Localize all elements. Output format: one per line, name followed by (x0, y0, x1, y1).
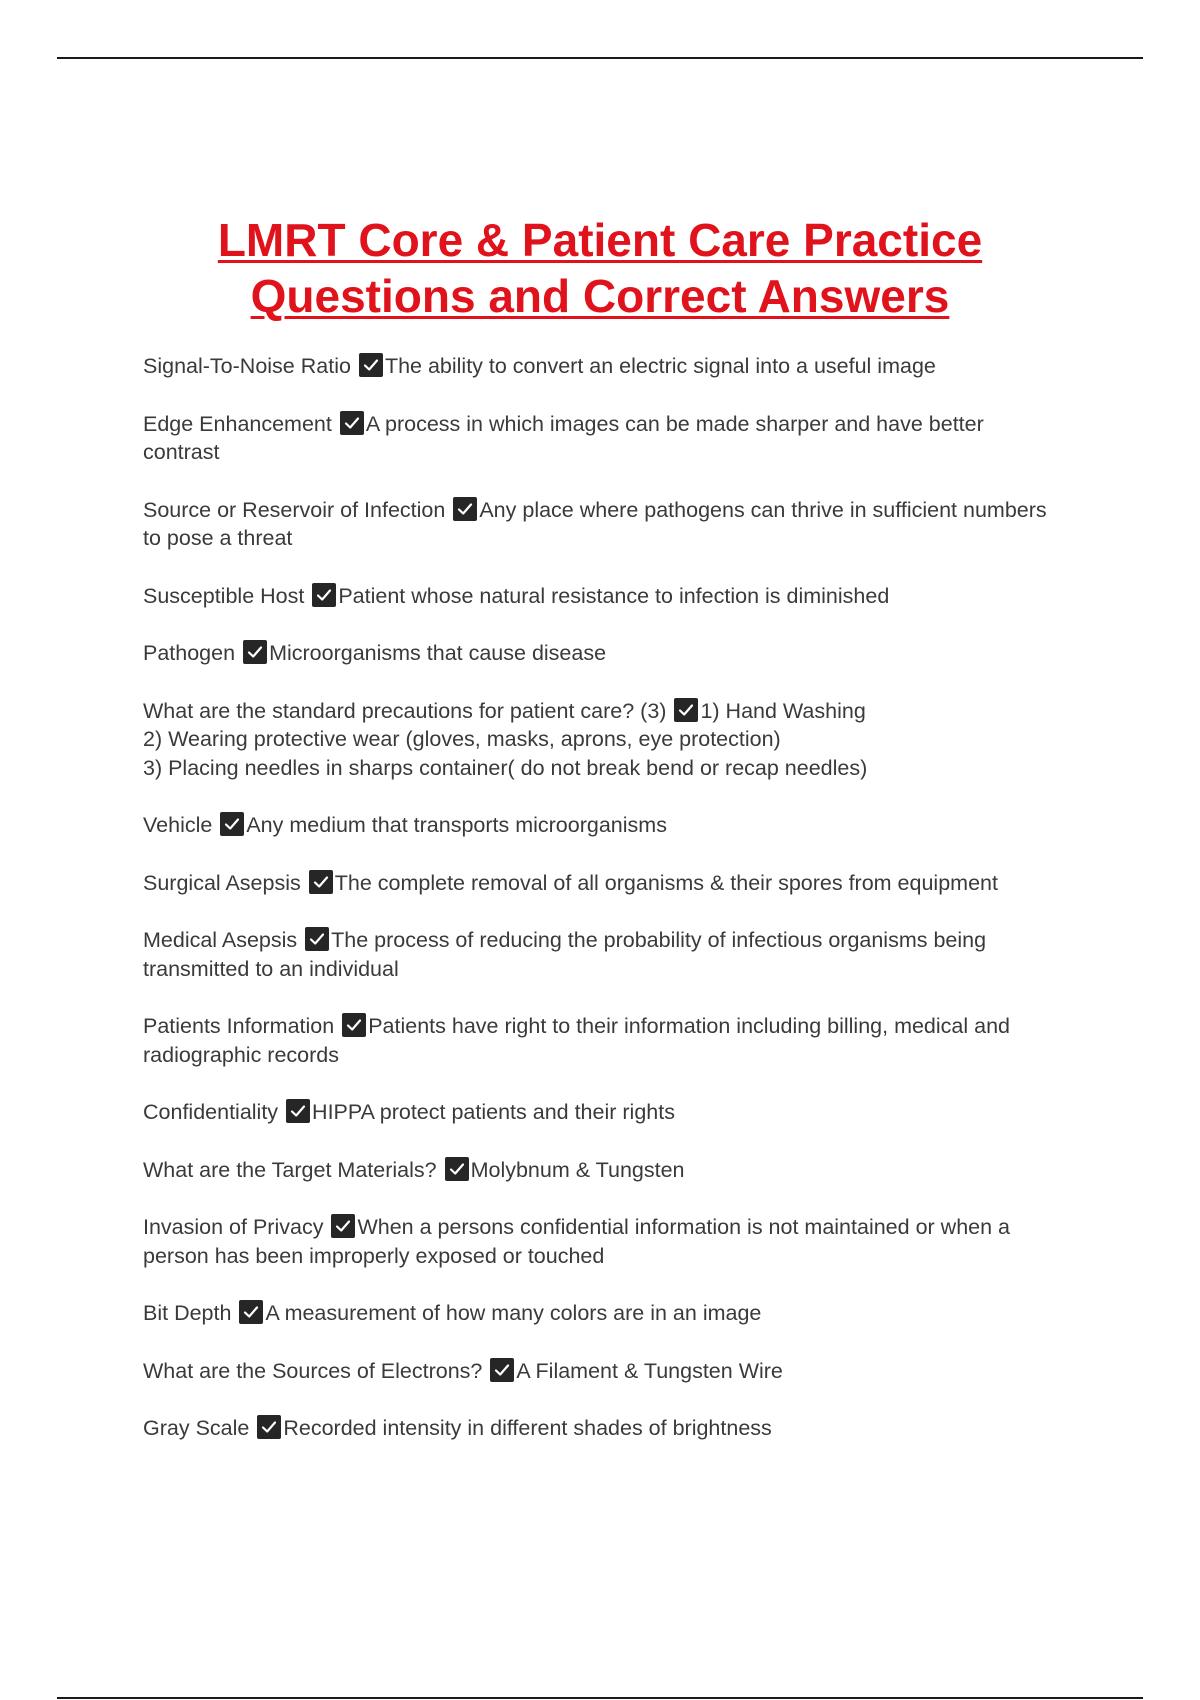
qa-item (143, 1213, 1063, 1270)
qa-item (143, 496, 1063, 553)
question-text: Signal-To-Noise Ratio (143, 354, 351, 378)
question-text: Surgical Asepsis (143, 870, 301, 895)
qa-item (143, 1012, 1063, 1069)
answer-text: Any medium that transports microorganisms (246, 813, 667, 837)
check-box-icon (453, 497, 477, 521)
question-text: Invasion of Privacy (143, 1215, 324, 1239)
answer-text: The ability to convert an electric signal into a useful image (384, 354, 936, 378)
question-text: Vehicle (143, 813, 213, 837)
question-text: Medical Asepsis (143, 928, 298, 952)
check-box-icon (286, 1099, 310, 1123)
answer-text: Any place where pathogens can thrive in sufficient numbers to pose a threat (143, 497, 1047, 550)
answer-text: The complete removal of all organisms & their spores from equipment (334, 870, 998, 895)
check-box-icon (674, 698, 698, 722)
qa-item (143, 1156, 1063, 1185)
qa-item (143, 1414, 1063, 1443)
question-text: Bit Depth (143, 1301, 232, 1325)
answer-text: 1) Hand Washing (700, 698, 866, 723)
check-box-icon (359, 353, 383, 377)
check-box-icon (239, 1300, 263, 1324)
title-line-1: LMRT Core & Patient Care Practice (217, 214, 983, 266)
answer-text: 3) Placing needles in sharps container( do not break bend or recap needles) (143, 755, 868, 780)
check-box-icon (309, 870, 333, 894)
answer-text: When a persons confidential information is not maintained or when a person has been improperly exposed or touched (143, 1215, 1010, 1268)
question-text: Confidentiality (143, 1100, 279, 1124)
qa-item (143, 352, 1063, 381)
qa-item (143, 410, 1063, 467)
qa-item (143, 926, 1063, 983)
answer-text: Patient whose natural resistance to infection is diminished (338, 583, 890, 608)
check-box-icon (331, 1214, 355, 1238)
answer-text: Recorded intensity in different shades of brightness (283, 1416, 772, 1440)
check-box-icon (220, 812, 244, 836)
question-text: Source or Reservoir of Infection (143, 497, 446, 522)
question-text: What are the Sources of Electrons? (143, 1358, 483, 1383)
answer-text: HIPPA protect patients and their rights (312, 1100, 675, 1124)
answer-text: 2) Wearing protective wear (gloves, masks, aprons, eye protection) (143, 727, 781, 751)
answer-text: Molybnum & Tungsten (470, 1157, 685, 1182)
question-text: Susceptible Host (143, 583, 305, 608)
question-text: Gray Scale (143, 1416, 250, 1440)
qa-item (143, 1098, 1063, 1127)
qa-item (143, 697, 1063, 783)
bottom-rule (57, 1697, 1143, 1699)
title-line-2: Questions and Correct Answers (250, 270, 950, 322)
qa-item (143, 869, 1063, 898)
qa-item (143, 1357, 1063, 1386)
answer-text: Patients have right to their information including billing, medical and radiographic records (143, 1014, 1010, 1067)
check-box-icon (312, 583, 336, 607)
question-text: What are the standard precautions for patient care? (3) (143, 698, 667, 723)
check-box-icon (342, 1013, 366, 1037)
document-title (0, 212, 1200, 324)
check-box-icon (340, 411, 364, 435)
check-box-icon (490, 1358, 514, 1382)
qa-list (143, 352, 1063, 1472)
check-box-icon (243, 640, 267, 664)
top-rule (57, 57, 1143, 59)
question-text: What are the Target Materials? (143, 1157, 437, 1182)
check-box-icon (445, 1157, 469, 1181)
question-text: Patients Information (143, 1014, 335, 1038)
qa-item (143, 811, 1063, 840)
answer-text: The process of reducing the probability of infectious organisms being transmitted to an individual (143, 928, 987, 981)
check-box-icon (257, 1415, 281, 1439)
qa-item (143, 1299, 1063, 1328)
qa-item (143, 639, 1063, 668)
question-text: Edge Enhancement (143, 411, 332, 436)
answer-text: A process in which images can be made sharper and have better contrast (143, 411, 984, 464)
question-text: Pathogen (143, 641, 236, 665)
answer-text: Microorganisms that cause disease (269, 641, 607, 665)
answer-text: A measurement of how many colors are in an image (265, 1301, 762, 1325)
answer-text: A Filament & Tungsten Wire (516, 1358, 783, 1383)
check-box-icon (305, 927, 329, 951)
qa-item (143, 582, 1063, 611)
